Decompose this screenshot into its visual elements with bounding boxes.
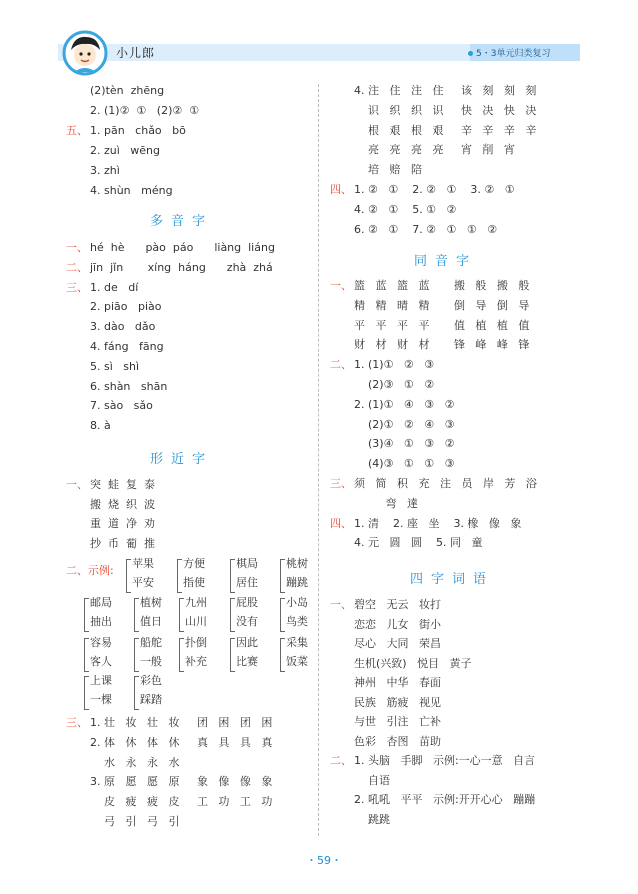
- item-text: 恋恋 儿女 街小: [354, 617, 441, 631]
- text-line: [330, 793, 535, 807]
- text-line: [330, 657, 472, 671]
- heading-duoyin: 多音字: [150, 214, 214, 229]
- text-line: [330, 536, 482, 550]
- mascot-boy-icon: [62, 30, 108, 76]
- item-number: 二、: [66, 260, 88, 274]
- text-line: [330, 598, 441, 612]
- text-line: [330, 319, 529, 333]
- item-text: 8. à: [90, 419, 111, 433]
- text-line: [330, 715, 441, 729]
- page-number: ・59・: [306, 854, 342, 867]
- item-text: 色彩 杏图 苗助: [354, 734, 441, 748]
- text-line: [330, 477, 537, 491]
- pair-word: 山川: [185, 615, 207, 628]
- text-line: [330, 84, 536, 98]
- item-text: 搬 烧 织 波: [90, 497, 155, 511]
- pair-word: 值日: [140, 615, 162, 628]
- item-text: jīn jǐn xíng háng zhà zhá: [90, 260, 273, 274]
- text-line: [66, 164, 120, 178]
- item-text: 识 织 织 识 快 决 快 决: [354, 103, 537, 117]
- bracket-icon: [84, 676, 89, 710]
- pair-word: 采集: [286, 636, 308, 649]
- text-line: [66, 84, 164, 98]
- text-line: [330, 517, 521, 531]
- item-text: 突 蛙 复 泰: [90, 478, 155, 491]
- item-number: 一、: [66, 241, 88, 254]
- bracket-icon: [126, 559, 131, 593]
- bracket-icon: [177, 559, 182, 593]
- item-text: 6. shàn shān: [90, 379, 168, 393]
- text-line: [66, 775, 272, 789]
- item-text: 2. (1)① ④ ③ ②: [354, 397, 455, 411]
- pair-word: 棋局: [236, 557, 258, 570]
- item-text: 2. 吼吼 平平 示例:开开心心 蹦蹦: [354, 793, 536, 806]
- pair-word: 小岛: [286, 596, 308, 609]
- item-text: 3. 原 愿 愿 原 象 像 像 象: [90, 775, 273, 789]
- item-text: 2. zuì wēng: [90, 144, 161, 157]
- text-line: [330, 358, 434, 372]
- item-text: (2)③ ① ②: [354, 378, 435, 391]
- item-text: 2. (1)② ① (2)② ①: [90, 104, 200, 117]
- item-text: 神州 中华 春面: [354, 676, 441, 689]
- text-line: [66, 281, 138, 295]
- bracket-icon: [230, 638, 235, 672]
- item-text: (2)① ② ④ ③: [354, 417, 455, 431]
- pair-word: 植树: [140, 596, 162, 609]
- item-number: 一、: [330, 598, 352, 611]
- pair-word: 桃树: [286, 557, 308, 570]
- item-number: 一、: [66, 478, 88, 491]
- text-line: [66, 419, 111, 433]
- bracket-icon: [230, 598, 235, 632]
- bracket-icon: [280, 598, 285, 632]
- item-text: 6. ② ① 7. ② ① ① ②: [354, 222, 498, 236]
- bracket-icon: [134, 598, 139, 632]
- pair-word: 客人: [90, 655, 112, 668]
- text-line: [330, 696, 441, 710]
- pair-word: 彩色: [140, 674, 162, 687]
- item-text: (4)③ ① ① ③: [354, 457, 455, 471]
- pair-word: 指使: [183, 576, 205, 589]
- heading-tongyin: 同音字: [414, 254, 478, 269]
- bracket-icon: [134, 676, 139, 710]
- pair-word: 邮局: [90, 596, 112, 609]
- item-text: 篮 蓝 篮 蓝 搬 般 搬 般: [354, 279, 530, 292]
- text-line: [66, 241, 275, 255]
- text-line: [66, 340, 164, 354]
- item-number: 三、: [66, 280, 88, 294]
- item-text: 须 简 积 充 注 员 岸 芳 浴: [354, 477, 537, 490]
- item-text: 尽心 大同 荣昌: [354, 637, 441, 650]
- item-text: 精 精 晴 精 倒 导 倒 导: [354, 298, 530, 312]
- item-number: 四、: [330, 516, 352, 530]
- item-text: 4. 元 圆 圆 5. 同 童: [354, 536, 483, 550]
- item-text: 弯 達: [354, 496, 418, 510]
- item-number: 二、: [330, 754, 352, 767]
- text-line: [66, 380, 167, 394]
- pair-word: 上课: [90, 674, 112, 687]
- item-number: 五、: [66, 124, 88, 137]
- item-text: 生机(兴致) 悦目 黄子: [354, 656, 472, 670]
- item-text: 4. shùn méng: [90, 184, 173, 197]
- text-line: [66, 517, 155, 531]
- item-text: 1. ② ① 2. ② ① 3. ② ①: [354, 183, 515, 196]
- item-text: 4. ② ① 5. ① ②: [354, 202, 457, 216]
- item-text: (2)tèn zhēng: [90, 84, 165, 97]
- item-text: 4. 注 住 注 住 该 刻 刻 刻: [354, 84, 537, 97]
- unit-label: 5・3单元归类复习: [468, 46, 550, 59]
- text-line: [330, 637, 441, 651]
- pair-word: 一棵: [90, 693, 112, 706]
- item-text: 皮 疲 疲 皮 工 功 工 功: [90, 795, 273, 809]
- pair-word: 一般: [140, 655, 162, 668]
- bracket-icon: [84, 598, 89, 632]
- pair-word: 饭菜: [286, 655, 308, 668]
- heading-xingjin: 形近字: [150, 452, 214, 467]
- text-line: [330, 676, 441, 690]
- pair-word: 船舵: [140, 636, 162, 649]
- item-number: 三、: [66, 716, 88, 729]
- text-line: [330, 774, 390, 788]
- bracket-icon: [134, 638, 139, 672]
- text-line: [330, 279, 529, 293]
- text-line: [330, 338, 529, 352]
- item-text: 2. piāo piào: [90, 300, 162, 314]
- text-line: [66, 537, 155, 551]
- item-text: 4. fáng fāng: [90, 340, 164, 353]
- text-line: [66, 144, 160, 158]
- text-line: [66, 360, 139, 374]
- text-line: [330, 735, 441, 749]
- item-text: hé hè pào páo liàng liáng: [90, 241, 275, 254]
- item-number: 四、: [330, 183, 352, 196]
- pair-word: 补充: [185, 655, 207, 668]
- bullet-dot-icon: [468, 51, 473, 56]
- text-line: [66, 795, 272, 809]
- text-line: [66, 498, 155, 512]
- item-text: 跳跳: [354, 812, 390, 826]
- text-line: [66, 736, 272, 750]
- item-text: 1. pān chǎo bō: [90, 124, 186, 137]
- text-line: [330, 143, 515, 157]
- item-text: 培 赔 陪: [354, 163, 422, 177]
- item-text: 财 材 财 材 锋 峰 峰 锋: [354, 338, 530, 352]
- text-line: [66, 716, 272, 730]
- pair-word: 扑倒: [185, 636, 207, 649]
- text-line: [66, 478, 155, 492]
- pair-word: 九州: [185, 596, 207, 609]
- text-line: [330, 457, 454, 471]
- text-line: [330, 813, 390, 827]
- item-text: 2. 体 休 体 休 真 具 具 真: [90, 735, 273, 749]
- bracket-icon: [179, 638, 184, 672]
- item-text: 与世 引注 亡补: [354, 715, 441, 728]
- item-text: 弓 引 弓 引: [90, 815, 180, 828]
- text-line: [66, 320, 155, 334]
- text-line: [66, 815, 179, 829]
- pair-word: 因此: [236, 636, 258, 649]
- item-text: 抄 币 葡 推: [90, 536, 155, 550]
- text-line: [330, 104, 536, 118]
- item-text: 1. 清 2. 座 坐 3. 橡 像 象: [354, 516, 522, 530]
- item-text: 3. zhì: [90, 164, 120, 177]
- text-line: [330, 183, 515, 197]
- item-text: 平 平 平 平 值 植 植 值: [354, 318, 530, 332]
- text-line: [330, 418, 454, 432]
- text-line: [66, 124, 186, 138]
- pair-word: 没有: [236, 615, 258, 628]
- item-text: 民族 筋疲 视见: [354, 695, 441, 709]
- pair-word: 平安: [132, 576, 154, 589]
- item-number: 三、: [330, 477, 352, 490]
- item-text: 水 永 永 水: [90, 755, 180, 769]
- text-line: [330, 398, 455, 412]
- bracket-icon: [230, 559, 235, 593]
- item-number: 一、: [330, 279, 352, 292]
- pair-word: 踩踏: [140, 693, 162, 706]
- pair-word: 抽出: [90, 615, 112, 628]
- text-line: [330, 299, 529, 313]
- bracket-icon: [280, 559, 285, 593]
- bracket-icon: [179, 598, 184, 632]
- text-line: [330, 754, 535, 768]
- text-line: [66, 756, 179, 770]
- item-text: 3. dào dǎo: [90, 320, 156, 334]
- pair-word: 方便: [183, 557, 205, 570]
- item-text: 根 艰 根 艰 辛 辛 辛 辛: [354, 123, 537, 137]
- item-text: 1. de dí: [90, 280, 139, 294]
- text-line: [66, 399, 153, 413]
- text-line: [330, 163, 422, 177]
- item-text: 自语: [354, 773, 390, 787]
- item-text: 1. 头脑 手脚 示例:一心一意 自言: [354, 754, 536, 767]
- text-line: [66, 261, 273, 275]
- brand-name: 小儿郎: [116, 46, 156, 60]
- pair-word: 屁股: [236, 596, 258, 609]
- example-label: 二、示例:: [66, 564, 114, 577]
- pair-word: 苹果: [132, 557, 154, 570]
- text-line: [330, 378, 434, 392]
- pair-word: 蹦跳: [286, 576, 308, 589]
- text-line: [330, 437, 454, 451]
- text-line: [66, 104, 199, 118]
- item-text: 重 道 净 劝: [90, 517, 155, 530]
- item-text: 7. sào sǎo: [90, 399, 153, 413]
- text-line: [330, 497, 418, 511]
- pair-word: 鸟类: [286, 615, 308, 628]
- bracket-icon: [84, 638, 89, 672]
- item-number: 二、: [330, 358, 352, 372]
- text-line: [330, 203, 456, 217]
- bracket-icon: [280, 638, 285, 672]
- item-text: 亮 亮 亮 亮 宵 削 宵: [354, 143, 515, 157]
- text-line: [66, 184, 173, 198]
- heading-sizi: 四字词语: [410, 572, 495, 587]
- pair-word: 容易: [90, 636, 112, 649]
- text-line: [330, 223, 497, 237]
- item-text: (3)④ ① ③ ②: [354, 437, 455, 451]
- text-line: [330, 618, 441, 632]
- pair-word: 比赛: [236, 655, 258, 668]
- item-text: 1. (1)① ② ③: [354, 358, 435, 372]
- text-line: [330, 124, 536, 138]
- text-line: [66, 300, 162, 314]
- pair-word: 居住: [236, 576, 258, 589]
- item-text: 5. sì shì: [90, 359, 140, 373]
- column-divider: [318, 84, 319, 836]
- item-text: 碧空 无云 妆打: [354, 598, 441, 611]
- item-text: 1. 壮 妆 壮 妆 团 困 团 困: [90, 716, 273, 729]
